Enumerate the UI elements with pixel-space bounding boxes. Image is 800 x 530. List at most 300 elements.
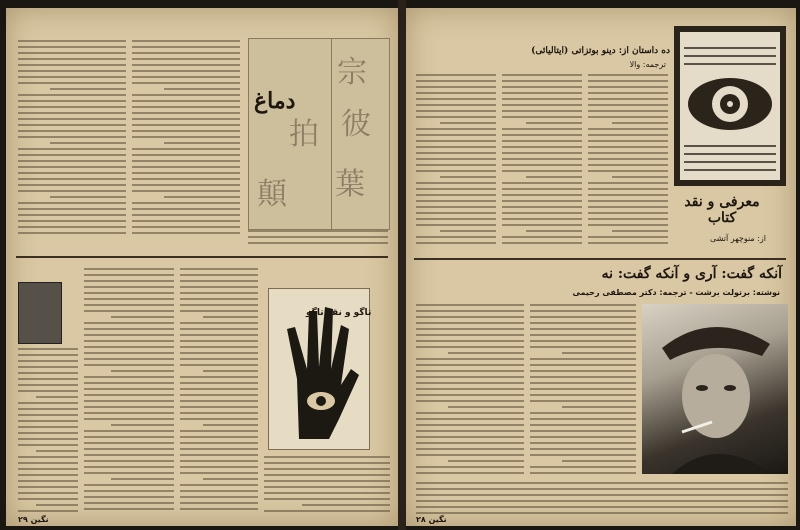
text-line: [416, 430, 524, 432]
text-line: [416, 104, 496, 106]
text-line: [416, 170, 496, 172]
text-line: [132, 178, 240, 180]
text-line: [588, 188, 668, 190]
text-line: [588, 146, 668, 148]
text-line: [588, 74, 668, 76]
text-line: [180, 298, 258, 300]
text-line: [132, 214, 240, 216]
text-line: [530, 382, 636, 384]
text-line: [502, 206, 582, 208]
text-line: [84, 274, 174, 276]
text-line: [416, 116, 496, 118]
text-line: [18, 444, 78, 446]
text-line: [502, 224, 582, 226]
text-line: [132, 172, 240, 174]
text-line: [180, 364, 258, 366]
text-line: [264, 486, 390, 488]
text-line: [416, 382, 524, 384]
text-line: [180, 490, 258, 492]
text-line: [180, 412, 258, 414]
text-line: [18, 226, 126, 228]
text-line: [18, 468, 78, 470]
text-line: [530, 412, 636, 414]
text-line: [203, 370, 258, 372]
text-line: [416, 346, 524, 348]
text-line: [18, 354, 78, 356]
page-number-left: ۲۹ نگین: [18, 515, 49, 524]
text-line: [180, 346, 258, 348]
eye-illustration: [674, 26, 786, 186]
text-line: [18, 510, 78, 512]
text-line: [416, 370, 524, 372]
text-line: [50, 88, 126, 90]
text-line: [416, 472, 524, 474]
text-line: [164, 142, 240, 144]
text-line: [84, 322, 174, 324]
text-line: [84, 496, 174, 498]
text-line: [530, 364, 636, 366]
text-line: [502, 128, 582, 130]
text-line: [18, 498, 78, 500]
text-line: [18, 414, 78, 416]
text-line: [18, 348, 78, 350]
text-line: [416, 182, 496, 184]
text-line: [264, 456, 390, 458]
text-line: [18, 94, 126, 96]
text-line: [248, 242, 388, 244]
text-line: [416, 98, 496, 100]
text-line: [264, 474, 390, 476]
text-line: [132, 46, 240, 48]
text-line: [132, 190, 240, 192]
text-line: [530, 334, 636, 336]
text-line: [416, 310, 524, 312]
text-line: [84, 304, 174, 306]
text-line: [180, 442, 258, 444]
text-line: [526, 176, 582, 178]
text-line: [84, 484, 174, 486]
text-line: [502, 188, 582, 190]
text-line: [502, 110, 582, 112]
text-line: [132, 184, 240, 186]
text-line: [416, 200, 496, 202]
text-line: [84, 454, 174, 456]
text-line: [84, 508, 174, 510]
text-line: [416, 128, 496, 130]
text-line: [180, 328, 258, 330]
text-line: [111, 424, 174, 426]
text-column-e: [416, 304, 524, 482]
text-line: [18, 106, 126, 108]
text-line: [180, 358, 258, 360]
text-line: [588, 92, 668, 94]
text-line: [18, 118, 126, 120]
article-subtitle: نوشته: برتولت برشت - ترجمه: دکتر مصطفی رحیمی: [572, 288, 780, 297]
text-line: [132, 82, 240, 84]
text-line: [588, 116, 668, 118]
text-line: [203, 316, 258, 318]
text-line: [416, 376, 524, 378]
text-line: [18, 220, 126, 222]
text-line: [132, 130, 240, 132]
text-line: [111, 316, 174, 318]
text-line: [18, 432, 78, 434]
text-line: [18, 130, 126, 132]
text-line: [530, 454, 636, 456]
divider: [414, 258, 786, 260]
text-line: [416, 454, 524, 456]
text-line: [502, 74, 582, 76]
text-line: [18, 202, 126, 204]
text-line: [18, 112, 126, 114]
text-line: [18, 52, 126, 54]
text-line: [132, 52, 240, 54]
text-line: [416, 400, 524, 402]
translator: ترجمه: والا: [629, 60, 666, 69]
text-line: [416, 358, 524, 360]
text-line: [530, 304, 636, 306]
text-line: [84, 310, 174, 312]
text-line: [84, 502, 174, 504]
author-photo: [642, 304, 788, 474]
text-line: [562, 406, 636, 408]
text-line: [18, 378, 78, 380]
text-line: [132, 160, 240, 162]
text-line: [416, 364, 524, 366]
text-line: [180, 436, 258, 438]
text-line: [132, 76, 240, 78]
text-line: [18, 456, 78, 458]
text-line: [416, 134, 496, 136]
text-line: [203, 478, 258, 480]
text-line: [84, 430, 174, 432]
text-line: [18, 486, 78, 488]
text-line: [18, 160, 126, 162]
text-line: [132, 226, 240, 228]
text-line: [416, 506, 788, 508]
text-line: [416, 194, 496, 196]
text-line: [562, 352, 636, 354]
text-line: [84, 436, 174, 438]
text-line: [248, 236, 388, 238]
right-page: [406, 8, 796, 526]
article-title: آنکه گفت: آری و آنکه گفت: نه: [601, 266, 782, 282]
text-line: [416, 512, 788, 514]
text-line: [18, 76, 126, 78]
text-line: [588, 224, 668, 226]
text-line: [84, 334, 174, 336]
text-line: [132, 100, 240, 102]
text-line: [416, 394, 524, 396]
text-line: [18, 372, 78, 374]
text-line: [502, 86, 582, 88]
text-line: [588, 134, 668, 136]
text-line: [84, 292, 174, 294]
text-line: [588, 110, 668, 112]
text-line: [502, 92, 582, 94]
text-line: [440, 230, 496, 232]
text-line: [502, 116, 582, 118]
text-line: [416, 236, 496, 238]
text-line: [502, 146, 582, 148]
text-line: [502, 80, 582, 82]
text-line: [416, 188, 496, 190]
text-line: [180, 418, 258, 420]
text-line: [530, 322, 636, 324]
text-line: [416, 74, 496, 76]
text-line: [84, 412, 174, 414]
text-line: [416, 146, 496, 148]
text-line: [132, 166, 240, 168]
text-line: [530, 328, 636, 330]
text-line: [132, 70, 240, 72]
text-line: [180, 430, 258, 432]
text-line: [132, 94, 240, 96]
text-line: [132, 202, 240, 204]
text-line: [588, 152, 668, 154]
text-line: [180, 472, 258, 474]
text-line: [180, 274, 258, 276]
text-line: [416, 412, 524, 414]
article-title: دماغ: [254, 88, 296, 114]
text-line: [264, 510, 390, 512]
text-line: [36, 504, 78, 506]
text-line: [588, 140, 668, 142]
text-line: [416, 500, 788, 502]
text-line: [132, 58, 240, 60]
text-line: [588, 182, 668, 184]
text-line: [84, 358, 174, 360]
text-line: [588, 206, 668, 208]
text-line: [180, 484, 258, 486]
text-line: [530, 394, 636, 396]
text-line: [264, 480, 390, 482]
text-line: [84, 376, 174, 378]
text-line: [440, 122, 496, 124]
text-line: [84, 406, 174, 408]
text-line: [588, 158, 668, 160]
text-line: [180, 466, 258, 468]
text-line: [588, 80, 668, 82]
text-line: [18, 124, 126, 126]
text-line: [180, 454, 258, 456]
text-line: [562, 460, 636, 462]
text-line: [588, 200, 668, 202]
text-line: [84, 388, 174, 390]
text-line: [502, 218, 582, 220]
text-line: [588, 218, 668, 220]
portrait-icon: [642, 304, 788, 474]
text-line: [502, 104, 582, 106]
text-line: [84, 364, 174, 366]
feature-title: معرفی و نقد کتاب: [684, 194, 760, 226]
text-line: [502, 98, 582, 100]
text-line: [84, 472, 174, 474]
text-line: [18, 46, 126, 48]
text-line: [18, 184, 126, 186]
text-line: [588, 212, 668, 214]
feature-author: از: منوچهر آتشی: [710, 234, 766, 243]
text-line: [530, 418, 636, 420]
text-line: [132, 112, 240, 114]
text-line: [248, 230, 388, 232]
text-line: [111, 370, 174, 372]
page-number-right: ۲۸ نگین: [416, 515, 447, 524]
text-line: [180, 310, 258, 312]
text-line: [18, 136, 126, 138]
text-line: [448, 460, 524, 462]
text-line: [84, 394, 174, 396]
text-line: [530, 310, 636, 312]
text-line: [180, 460, 258, 462]
text-line: [50, 142, 126, 144]
text-line: [416, 152, 496, 154]
text-line: [18, 100, 126, 102]
text-line: [502, 170, 582, 172]
text-line: [416, 322, 524, 324]
text-line: [416, 224, 496, 226]
text-line: [448, 352, 524, 354]
text-line: [18, 462, 78, 464]
text-column-3: [248, 230, 388, 250]
text-line: [588, 128, 668, 130]
book-cover-title: تاگو و نقد تاگو: [306, 308, 372, 318]
text-line: [180, 406, 258, 408]
text-line: [164, 88, 240, 90]
text-line: [84, 382, 174, 384]
text-line: [18, 366, 78, 368]
text-line: [530, 346, 636, 348]
text-line: [502, 158, 582, 160]
text-column-6: [180, 268, 258, 518]
text-line: [440, 176, 496, 178]
text-line: [416, 316, 524, 318]
calligraphy-panel: 拍 顛: [248, 38, 332, 230]
text-line: [84, 460, 174, 462]
text-line: [84, 340, 174, 342]
text-line: [18, 438, 78, 440]
text-line: [132, 64, 240, 66]
text-line: [18, 148, 126, 150]
text-line: [416, 488, 788, 490]
text-line: [502, 236, 582, 238]
text-line: [84, 490, 174, 492]
text-line: [180, 496, 258, 498]
text-column-2: [132, 40, 240, 240]
text-line: [588, 242, 668, 244]
text-line: [18, 82, 126, 84]
text-line: [180, 448, 258, 450]
text-line: [18, 58, 126, 60]
text-line: [530, 430, 636, 432]
text-line: [448, 406, 524, 408]
text-line: [526, 230, 582, 232]
text-line: [18, 172, 126, 174]
text-line: [416, 110, 496, 112]
text-line: [84, 286, 174, 288]
text-line: [502, 182, 582, 184]
text-line: [588, 164, 668, 166]
text-line: [416, 424, 524, 426]
text-line: [18, 492, 78, 494]
small-book-image: [18, 282, 62, 344]
text-line: [502, 134, 582, 136]
text-line: [264, 462, 390, 464]
text-line: [416, 212, 496, 214]
text-line: [588, 194, 668, 196]
eye-icon: [674, 26, 786, 186]
text-line: [416, 164, 496, 166]
text-column-1: [18, 40, 126, 240]
text-line: [416, 494, 788, 496]
text-line: [180, 394, 258, 396]
text-line: [502, 140, 582, 142]
text-column-f: [530, 304, 636, 482]
text-line: [132, 40, 240, 42]
text-line: [132, 148, 240, 150]
text-line: [588, 98, 668, 100]
text-line: [180, 292, 258, 294]
text-line: [84, 346, 174, 348]
text-line: [18, 402, 78, 404]
text-column-5: [84, 268, 174, 518]
text-line: [18, 384, 78, 386]
text-line: [18, 190, 126, 192]
text-line: [180, 400, 258, 402]
text-line: [502, 212, 582, 214]
text-line: [180, 388, 258, 390]
text-line: [502, 242, 582, 244]
text-line: [132, 208, 240, 210]
text-line: [180, 286, 258, 288]
text-line: [180, 352, 258, 354]
text-column-a: [416, 74, 496, 252]
text-line: [530, 448, 636, 450]
text-line: [132, 154, 240, 156]
text-line: [18, 166, 126, 168]
text-line: [36, 396, 78, 398]
text-line: [416, 206, 496, 208]
text-line: [18, 154, 126, 156]
text-line: [132, 106, 240, 108]
gutter: [398, 0, 406, 530]
text-line: [416, 436, 524, 438]
text-line: [264, 498, 390, 500]
text-line: [416, 466, 524, 468]
text-line: [84, 280, 174, 282]
text-line: [18, 232, 126, 234]
text-line: [264, 468, 390, 470]
text-line: [18, 214, 126, 216]
text-line: [180, 376, 258, 378]
text-line: [18, 208, 126, 210]
text-line: [18, 70, 126, 72]
text-line: [36, 450, 78, 452]
text-line: [416, 388, 524, 390]
text-line: [530, 388, 636, 390]
text-line: [180, 280, 258, 282]
text-line: [84, 448, 174, 450]
text-line: [84, 352, 174, 354]
text-line: [132, 136, 240, 138]
text-line: [416, 448, 524, 450]
text-line: [180, 268, 258, 270]
text-line: [18, 178, 126, 180]
text-line: [18, 390, 78, 392]
text-line: [132, 220, 240, 222]
text-line: [530, 316, 636, 318]
text-line: [132, 232, 240, 234]
